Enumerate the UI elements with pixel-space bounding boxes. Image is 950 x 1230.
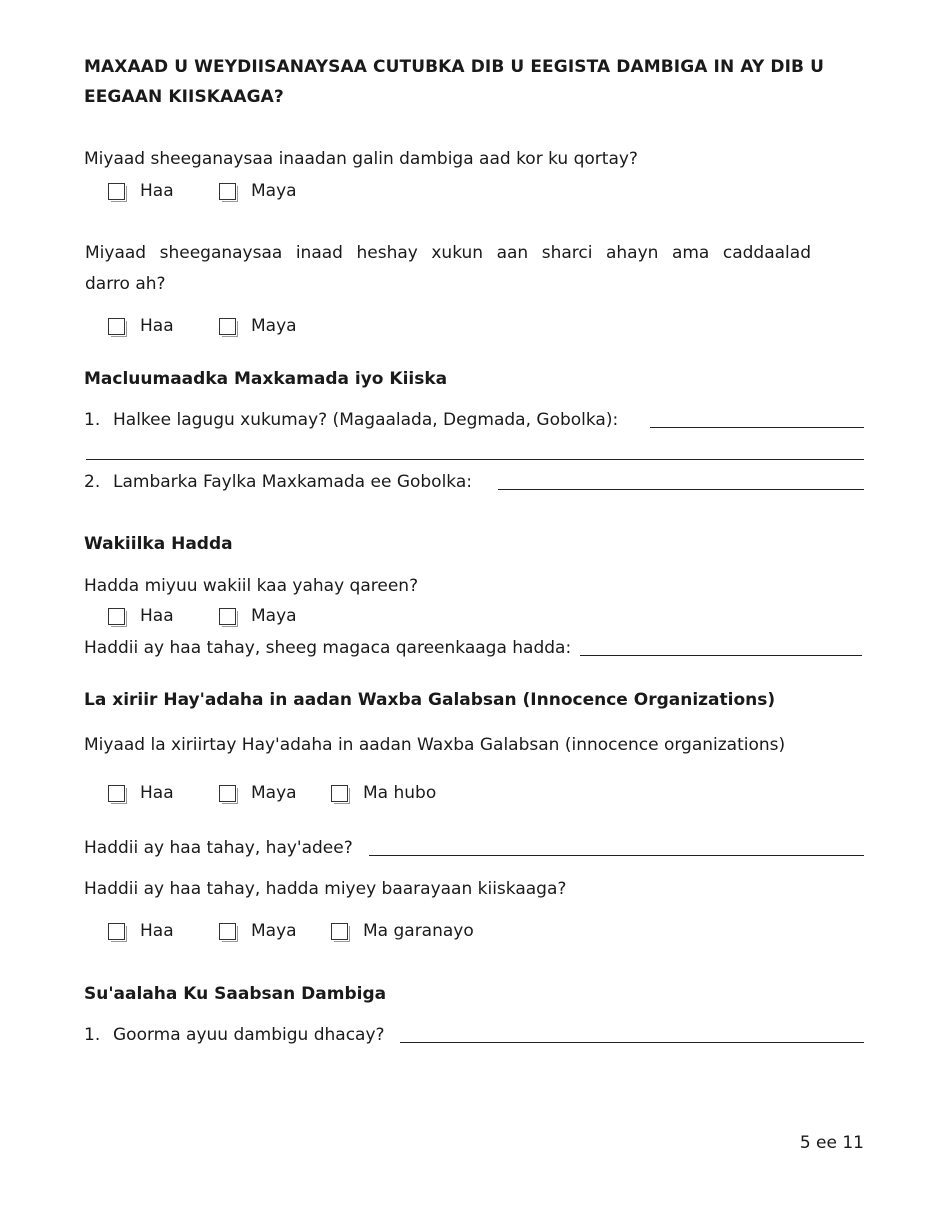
checkbox-icon[interactable] bbox=[219, 318, 236, 335]
organization-field[interactable] bbox=[369, 855, 864, 856]
question-wrongful-conviction-cont: darro ah? bbox=[85, 274, 166, 294]
checkbox-icon[interactable] bbox=[108, 318, 125, 335]
page-number: 5 ee 11 bbox=[799, 1133, 864, 1153]
option-label: Maya bbox=[251, 783, 297, 803]
reviewing-question: Haddii ay haa tahay, hadda miyey baarayaan kiiskaaga? bbox=[84, 879, 567, 899]
checkbox-icon[interactable] bbox=[108, 183, 125, 200]
court-item1-label: Halkee lagugu xukumay? (Magaalada, Degmada, Gobolka): bbox=[113, 410, 619, 430]
option-label: Haa bbox=[140, 606, 174, 626]
section-heading: MAXAAD U WEYDIISANAYSAA CUTUBKA DIB U EEGISTA DAMBIGA IN AY DIB U EEGAAN KIISKAAGA? bbox=[84, 57, 824, 107]
crime-item1-label: Goorma ayuu dambigu dhacay? bbox=[113, 1025, 385, 1045]
checkbox-icon[interactable] bbox=[219, 608, 236, 625]
option-label: Maya bbox=[251, 316, 297, 336]
reviewing-options bbox=[108, 921, 474, 941]
court-item2-number: 2. bbox=[84, 472, 101, 492]
checkbox-icon[interactable] bbox=[219, 923, 236, 940]
option-label: Ma hubo bbox=[363, 783, 437, 803]
court-item2-label: Lambarka Faylka Maxkamada ee Gobolka: bbox=[113, 472, 473, 492]
checkbox-icon[interactable] bbox=[219, 183, 236, 200]
q2-option-no[interactable] bbox=[219, 316, 297, 336]
court-heading: Macluumaadka Maxkamada iyo Kiiska bbox=[84, 369, 448, 389]
lawyer-question: Hadda miyuu wakiil kaa yahay qareen? bbox=[84, 576, 419, 596]
case-number-field[interactable] bbox=[498, 489, 864, 490]
innocence-option-no[interactable] bbox=[219, 783, 331, 803]
lawyer-option-yes[interactable] bbox=[108, 606, 219, 626]
innocence-heading: La xiriir Hay'adaha in aadan Waxba Galabsan (Innocence Organizations) bbox=[84, 690, 776, 710]
option-label: Haa bbox=[140, 783, 174, 803]
court-item1-number: 1. bbox=[84, 410, 101, 430]
checkbox-icon[interactable] bbox=[219, 785, 236, 802]
option-label: Haa bbox=[140, 181, 174, 201]
lawyer-name-field[interactable] bbox=[580, 655, 862, 656]
innocence-option-yes[interactable] bbox=[108, 783, 219, 803]
organization-label: Haddii ay haa tahay, hay'adee? bbox=[84, 838, 353, 858]
question-innocence-claim: Miyaad sheeganaysaa inaadan galin dambiga aad kor ku qortay? bbox=[84, 149, 638, 169]
innocence-options bbox=[108, 783, 436, 803]
q2-option-yes[interactable] bbox=[108, 316, 219, 336]
crime-heading: Su'aalaha Ku Saabsan Dambiga bbox=[84, 984, 387, 1004]
option-label: Ma garanayo bbox=[363, 921, 474, 941]
option-label: Maya bbox=[251, 921, 297, 941]
option-label: Maya bbox=[251, 606, 297, 626]
option-label: Haa bbox=[140, 921, 174, 941]
innocence-option-unsure[interactable] bbox=[331, 783, 436, 803]
q2-options bbox=[108, 316, 297, 336]
checkbox-icon[interactable] bbox=[108, 785, 125, 802]
conviction-location-field-cont[interactable] bbox=[86, 459, 864, 460]
checkbox-icon[interactable] bbox=[331, 785, 348, 802]
crime-date-field[interactable] bbox=[400, 1042, 864, 1043]
innocence-question: Miyaad la xiriirtay Hay'adaha in aadan Waxba Galabsan (innocence organizations) bbox=[84, 735, 786, 755]
question-wrongful-conviction: Miyaad sheeganaysaa inaad heshay xukun aan sharci ahayn ama caddaalad bbox=[85, 243, 811, 263]
lawyer-name-label: Haddii ay haa tahay, sheeg magaca qareenkaaga hadda: bbox=[84, 638, 572, 658]
option-label: Haa bbox=[140, 316, 174, 336]
q1-option-no[interactable] bbox=[219, 181, 297, 201]
q1-option-yes[interactable] bbox=[108, 181, 219, 201]
checkbox-icon[interactable] bbox=[108, 608, 125, 625]
lawyer-option-no[interactable] bbox=[219, 606, 297, 626]
crime-item1-number: 1. bbox=[84, 1025, 101, 1045]
reviewing-option-no[interactable] bbox=[219, 921, 331, 941]
checkbox-icon[interactable] bbox=[108, 923, 125, 940]
checkbox-icon[interactable] bbox=[331, 923, 348, 940]
lawyer-heading: Wakiilka Hadda bbox=[84, 534, 233, 554]
q1-options bbox=[108, 181, 297, 201]
reviewing-option-unknown[interactable] bbox=[331, 921, 474, 941]
reviewing-option-yes[interactable] bbox=[108, 921, 219, 941]
option-label: Maya bbox=[251, 181, 297, 201]
lawyer-options bbox=[108, 606, 297, 626]
conviction-location-field[interactable] bbox=[650, 427, 864, 428]
